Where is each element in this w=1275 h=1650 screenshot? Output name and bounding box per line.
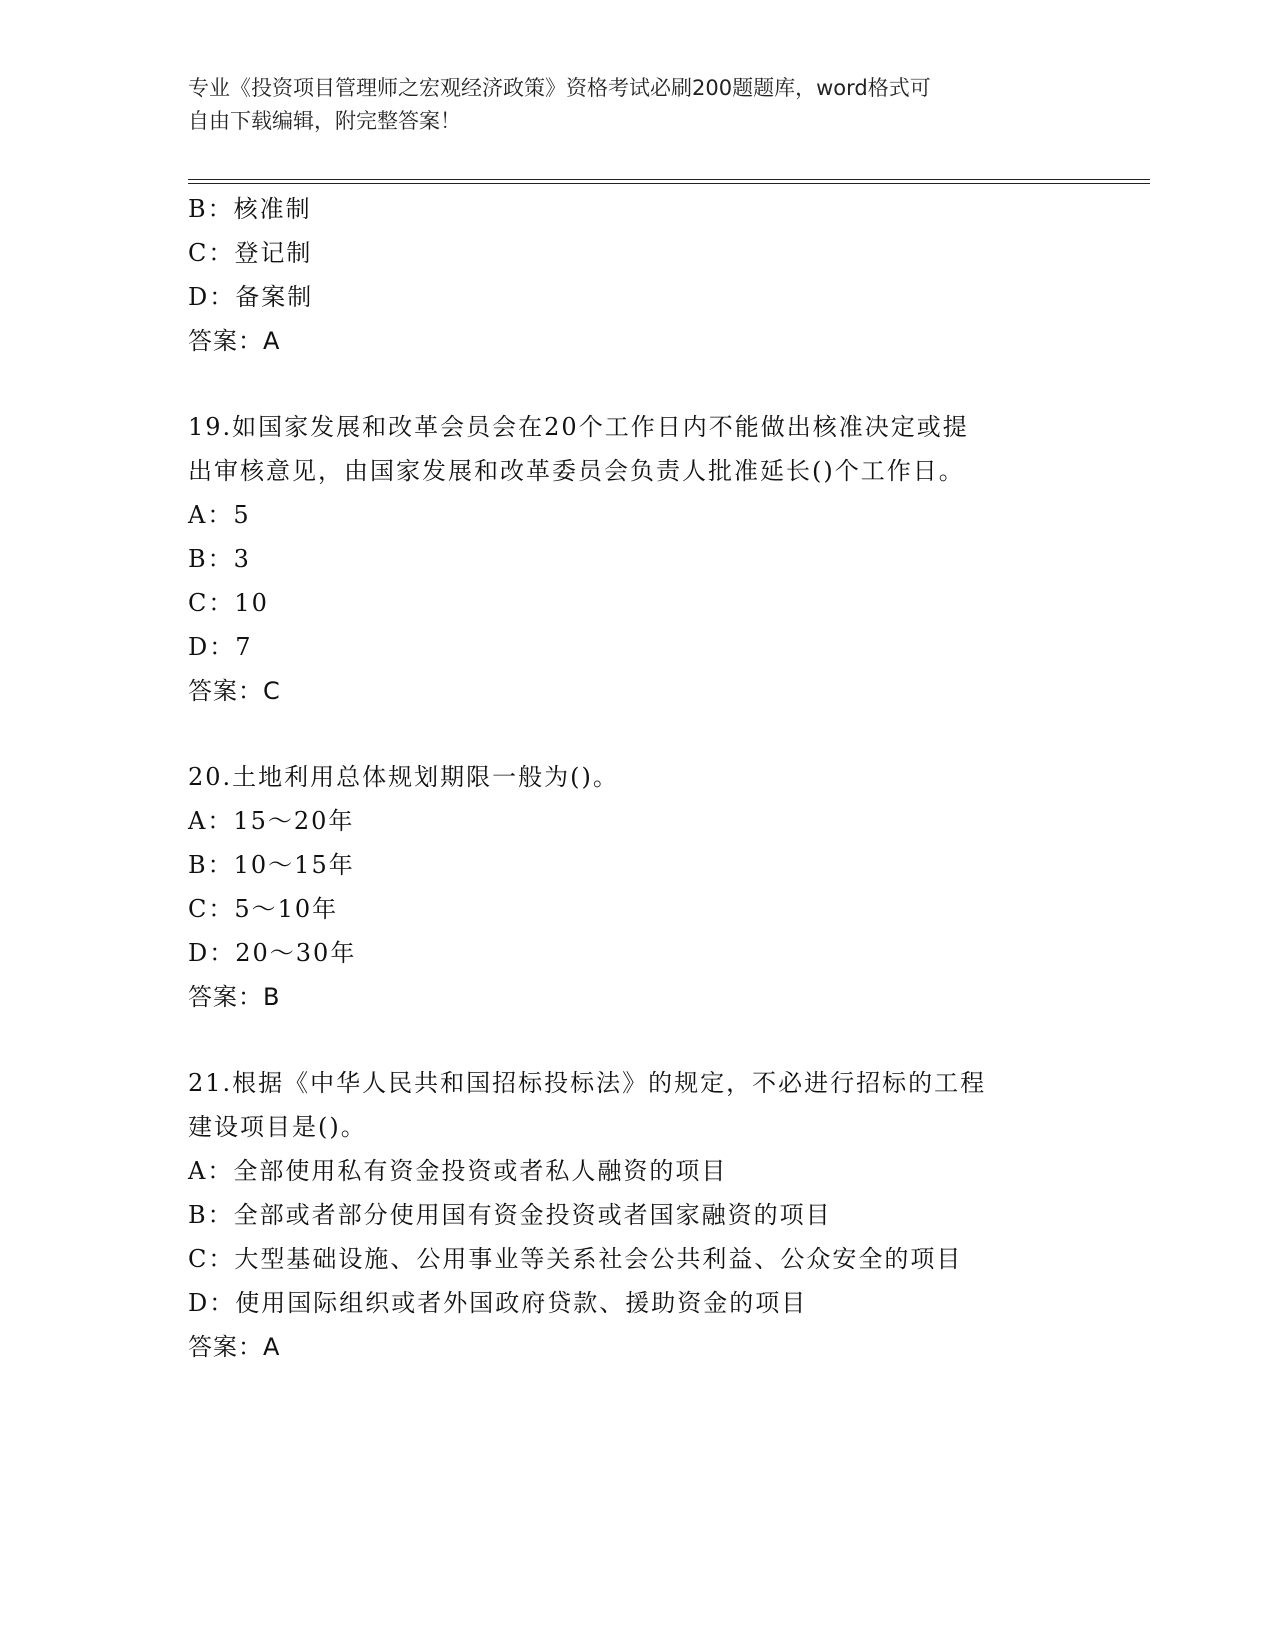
question-19-option-b: B：3 xyxy=(188,545,251,573)
question-19-text-line-2: 出审核意见，由国家发展和改革委员会负责人批准延长()个工作日。 xyxy=(188,457,965,485)
question-21-option-d: D：使用国际组织或者外国政府贷款、援助资金的项目 xyxy=(188,1289,808,1317)
option-b: B：核准制 xyxy=(188,195,312,223)
question-20-option-b: B：10～15年 xyxy=(188,851,355,879)
question-20-option-a: A：15～20年 xyxy=(188,807,355,835)
question-21-option-b: B：全部或者部分使用国有资金投资或者国家融资的项目 xyxy=(188,1201,832,1229)
option-c: C：登记制 xyxy=(188,239,313,267)
page-header xyxy=(188,72,1088,138)
question-21-text-line-2: 建设项目是()。 xyxy=(188,1113,367,1141)
question-19-option-a: A：5 xyxy=(188,501,251,529)
question-19-text-line-1: 19.如国家发展和改革会员会在20个工作日内不能做出核准决定或提 xyxy=(188,413,969,441)
question-20-answer: 答案：B xyxy=(188,983,281,1011)
question-21-text-line-1: 21.根据《中华人民共和国招标投标法》的规定，不必进行招标的工程 xyxy=(188,1069,987,1097)
question-21-answer: 答案：A xyxy=(188,1333,281,1361)
question-21-option-c: C：大型基础设施、公用事业等关系社会公共利益、公众安全的项目 xyxy=(188,1245,963,1273)
question-19-option-d: D：7 xyxy=(188,633,253,661)
header-line-1: 专业《投资项目管理师之宏观经济政策》资格考试必刷200题题库，word格式可 xyxy=(188,76,931,100)
header-divider-bottom xyxy=(188,183,1150,184)
header-divider-top xyxy=(188,179,1150,180)
question-20-text: 20.土地利用总体规划期限一般为()。 xyxy=(188,763,619,791)
question-20-option-d: D：20～30年 xyxy=(188,939,357,967)
question-19-option-c: C：10 xyxy=(188,589,269,617)
answer: 答案：A xyxy=(188,327,281,355)
question-21-option-a: A：全部使用私有资金投资或者私人融资的项目 xyxy=(188,1157,728,1185)
header-line-2: 自由下载编辑，附完整答案！ xyxy=(188,109,461,133)
option-d: D：备案制 xyxy=(188,283,314,311)
question-20-option-c: C：5～10年 xyxy=(188,895,339,923)
question-19-answer: 答案：C xyxy=(188,677,281,705)
